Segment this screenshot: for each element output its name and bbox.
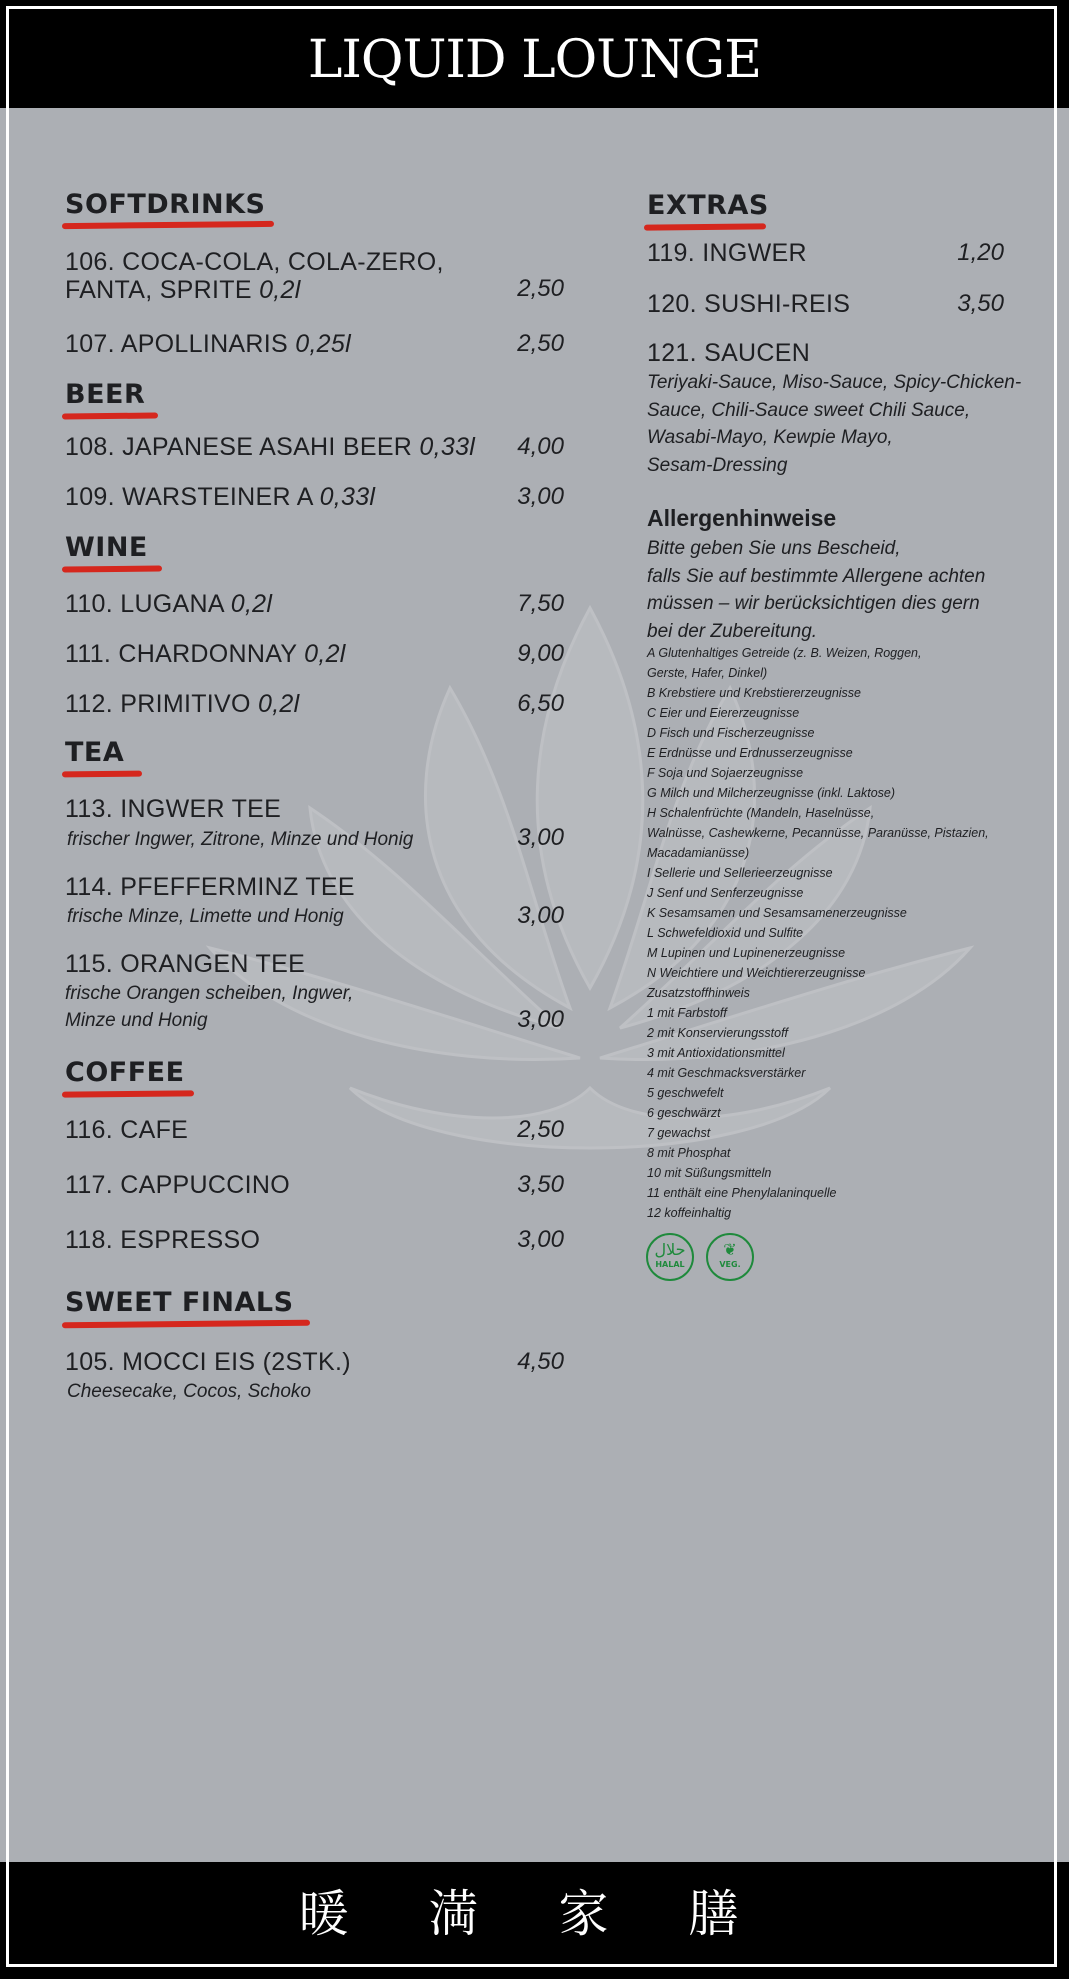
- allergen-line: B Krebstiere und Krebstiererzeugnisse: [647, 686, 862, 700]
- menu-item-119: 119. INGWER: [647, 239, 807, 267]
- heading-wine: WINE: [65, 532, 148, 563]
- price-120: 3,50: [957, 290, 1004, 317]
- price-105: 4,50: [517, 1348, 564, 1375]
- veg-leaf-icon: ❦ VEG.: [706, 1233, 754, 1281]
- heading-extras: EXTRAS: [647, 190, 769, 221]
- desc-105: Cheesecake, Cocos, Schoko: [67, 1381, 311, 1402]
- allergen-line: K Sesamsamen und Sesamsamenerzeugnisse: [647, 906, 907, 920]
- price-110: 7,50: [517, 590, 564, 617]
- desc-121: Teriyaki-Sauce, Miso-Sauce, Spicy-Chicken- Sauce, Chili-Sauce sweet Chili Sauce, Wasabi-Mayo, Kewpie Mayo, Sesam-Dressing: [647, 372, 1022, 476]
- allergen-intro: Bitte geben Sie uns Bescheid, falls Sie auf bestimmte Allergene achten müssen – wir berücksichtigen dies gern bei der Zubereitung.: [647, 538, 986, 642]
- menu-item-106: 106. COCA-COLA, COLA-ZERO, FANTA, SPRITE 0,2l: [65, 248, 444, 304]
- heading-beer: BEER: [65, 379, 146, 410]
- menu-item-112: 112. PRIMITIVO 0,2l: [65, 690, 300, 718]
- desc-113: frischer Ingwer, Zitrone, Minze und Honig: [67, 829, 414, 850]
- price-117: 3,50: [517, 1171, 564, 1198]
- additive-line: 12 koffeinhaltig: [647, 1206, 732, 1220]
- additive-line: 8 mit Phosphat: [647, 1146, 731, 1160]
- price-108: 4,00: [517, 433, 564, 460]
- menu-item-107: 107. APOLLINARIS 0,25l: [65, 330, 351, 358]
- menu-item-116: 116. CAFE: [65, 1116, 189, 1144]
- menu-item-109: 109. WARSTEINER A 0,33l: [65, 483, 376, 511]
- heading-underline: [644, 223, 766, 230]
- menu-item-108: 108. JAPANESE ASAHI BEER 0,33l: [65, 433, 476, 461]
- allergen-title: Allergenhinweise: [647, 505, 837, 531]
- additive-line: 7 gewachst: [647, 1126, 711, 1140]
- additive-line: 4 mit Geschmacksverstärker: [647, 1066, 806, 1080]
- allergen-line: N Weichtiere und Weichtiererzeugnisse: [647, 966, 866, 980]
- price-119: 1,20: [957, 239, 1004, 266]
- price-115: 3,00: [517, 1006, 564, 1033]
- allergen-line: M Lupinen und Lupinenerzeugnisse: [647, 946, 846, 960]
- desc-115: frische Orangen scheiben, Ingwer, Minze und Honig: [65, 983, 354, 1031]
- menu-item-105: 105. MOCCI EIS (2STK.): [65, 1348, 351, 1376]
- price-113: 3,00: [517, 824, 564, 851]
- halal-icon: حلال HALAL: [646, 1233, 694, 1281]
- price-109: 3,00: [517, 483, 564, 510]
- menu-item-117: 117. CAPPUCCINO: [65, 1171, 290, 1199]
- allergen-line: J Senf und Senferzeugnisse: [647, 886, 804, 900]
- allergen-line: F Soja und Sojaerzeugnisse: [647, 766, 804, 780]
- heading-underline: [62, 565, 162, 572]
- allergen-line: I Sellerie und Sellerieerzeugnisse: [647, 866, 833, 880]
- allergen-line: C Eier und Eiererzeugnisse: [647, 706, 800, 720]
- heading-softdrinks: SOFTDRINKS: [65, 189, 266, 220]
- price-112: 6,50: [517, 690, 564, 717]
- menu-item-114: 114. PFEFFERMINZ TEE: [65, 873, 355, 901]
- heading-sweet-finals: SWEET FINALS: [65, 1287, 294, 1318]
- additive-line: 1 mit Farbstoff: [647, 1006, 727, 1020]
- menu-item-113: 113. INGWER TEE: [65, 795, 282, 823]
- menu-item-121: 121. SAUCEN: [647, 339, 811, 367]
- menu-item-110: 110. LUGANA 0,2l: [65, 590, 273, 618]
- page-title: LIQUID LOUNGE: [307, 30, 762, 90]
- desc-114: frische Minze, Limette und Honig: [67, 906, 344, 927]
- menu-item-115: 115. ORANGEN TEE: [65, 950, 306, 978]
- price-114: 3,00: [517, 902, 564, 929]
- heading-underline: [62, 412, 158, 419]
- allergen-line: E Erdnüsse und Erdnusserzeugnisse: [647, 746, 853, 760]
- allergen-line: G Milch und Milcherzeugnisse (inkl. Laktose): [647, 786, 896, 800]
- price-118: 3,00: [517, 1226, 564, 1253]
- heading-coffee: COFFEE: [65, 1057, 185, 1088]
- price-106: 2,50: [517, 275, 564, 302]
- allergen-line: H Schalenfrüchte (Mandeln, Haselnüsse,: [647, 806, 875, 820]
- menu-item-120: 120. SUSHI-REIS: [647, 290, 851, 318]
- allergen-list: [647, 643, 1017, 1223]
- additive-line: 3 mit Antioxidationsmittel: [647, 1046, 785, 1060]
- allergen-line: A Glutenhaltiges Getreide (z. B. Weizen, Roggen,: [647, 646, 922, 660]
- price-107: 2,50: [517, 330, 564, 357]
- price-111: 9,00: [517, 640, 564, 667]
- allergen-line: Walnüsse, Cashewkerne, Pecannüsse, Paranüsse, Pistazien,: [647, 826, 989, 840]
- heading-tea: TEA: [65, 737, 125, 768]
- heading-underline: [62, 771, 142, 778]
- menu-item-111: 111. CHARDONNAY 0,2l: [65, 640, 346, 668]
- allergen-line: L Schwefeldioxid und Sulfite: [647, 926, 804, 940]
- footer-chinese-text: 暖 満 家 膳: [298, 1885, 771, 1943]
- additive-line: 11 enthält eine Phenylalaninquelle: [647, 1186, 837, 1200]
- additive-line: 10 mit Süßungsmitteln: [647, 1166, 772, 1180]
- additive-line: 5 geschwefelt: [647, 1086, 724, 1100]
- price-116: 2,50: [517, 1116, 564, 1143]
- allergen-line: Macadamianüsse): [647, 846, 750, 860]
- allergen-line: Gerste, Hafer, Dinkel): [647, 666, 768, 680]
- additive-line: 2 mit Konservierungsstoff: [647, 1026, 789, 1040]
- additive-line: 6 geschwärzt: [647, 1106, 721, 1120]
- additive-heading: Zusatzstoffhinweis: [647, 986, 750, 1000]
- allergen-line: D Fisch und Fischerzeugnisse: [647, 726, 815, 740]
- menu-item-118: 118. ESPRESSO: [65, 1226, 261, 1254]
